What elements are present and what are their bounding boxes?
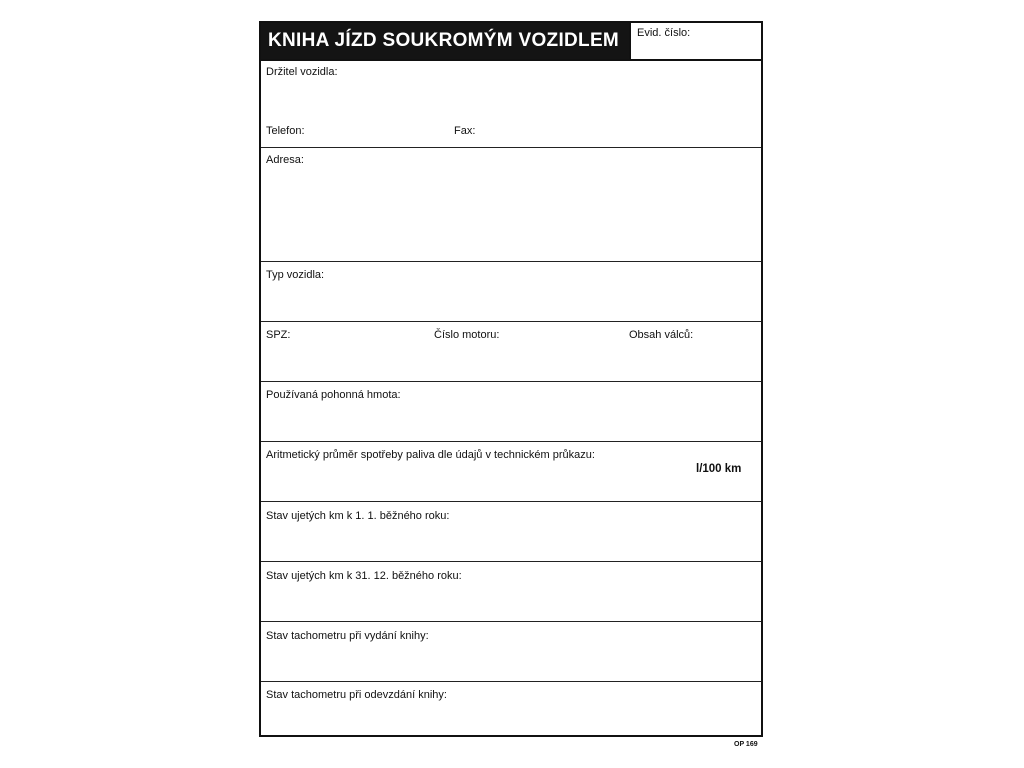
odometer-issue-label: Stav tachometru při vydání knihy: <box>266 630 429 642</box>
spz-label: SPZ: <box>266 329 291 341</box>
phone-label: Telefon: <box>266 125 305 137</box>
engine-capacity-label: Obsah válců: <box>629 329 694 341</box>
km-start-label: Stav ujetých km k 1. 1. běžného roku: <box>266 510 450 522</box>
fax-label: Fax: <box>454 125 476 137</box>
km-end-section[interactable] <box>261 562 761 622</box>
consumption-label: Aritmetický průměr spotřeby paliva dle údajů v technickém průkazu: <box>266 449 595 461</box>
odometer-return-section[interactable] <box>261 682 761 735</box>
evid-number-label: Evid. číslo: <box>637 27 691 39</box>
odometer-return-label: Stav tachometru při odevzdání knihy: <box>266 689 447 701</box>
address-section[interactable] <box>261 148 761 262</box>
evid-number-field[interactable] <box>629 23 761 59</box>
vehicle-log-form <box>259 21 763 737</box>
fuel-label: Používaná pohonná hmota: <box>266 389 401 401</box>
holder-label: Držitel vozidla: <box>266 66 338 78</box>
consumption-section[interactable] <box>261 442 761 502</box>
km-start-section[interactable] <box>261 502 761 562</box>
form-header <box>261 23 761 61</box>
form-title: KNIHA JÍZD SOUKROMÝM VOZIDLEM <box>261 23 629 59</box>
vehicle-type-section[interactable] <box>261 262 761 322</box>
engine-number-label: Číslo motoru: <box>434 329 500 341</box>
form-code: OP 169 <box>734 741 758 748</box>
registration-section[interactable] <box>261 322 761 382</box>
fuel-section[interactable] <box>261 382 761 442</box>
consumption-unit: l/100 km <box>696 463 742 475</box>
odometer-issue-section[interactable] <box>261 622 761 682</box>
address-label: Adresa: <box>266 154 304 166</box>
km-end-label: Stav ujetých km k 31. 12. běžného roku: <box>266 570 462 582</box>
holder-section[interactable] <box>261 61 761 148</box>
vehicle-type-label: Typ vozidla: <box>266 269 325 281</box>
